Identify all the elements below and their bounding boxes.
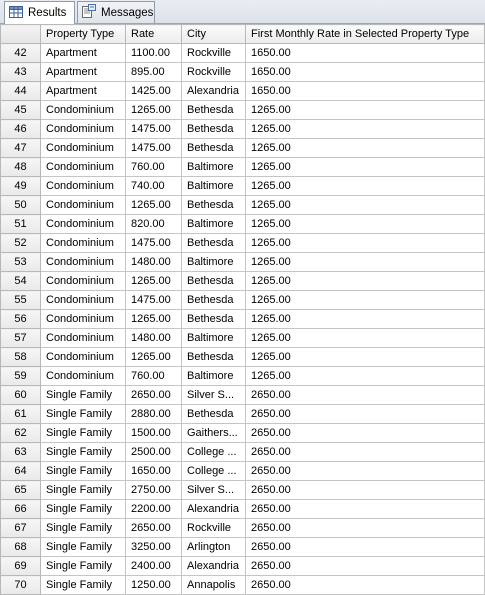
results-grid[interactable]	[0, 24, 485, 595]
row-number[interactable]: 66	[1, 500, 41, 519]
cell-first-monthly-rate[interactable]: 1265.00	[246, 120, 485, 139]
cell-rate[interactable]: 2200.00	[126, 500, 182, 519]
cell-property-type[interactable]: Apartment	[41, 82, 126, 101]
cell-property-type[interactable]: Single Family	[41, 481, 126, 500]
row-number[interactable]: 47	[1, 139, 41, 158]
cell-first-monthly-rate[interactable]: 1265.00	[246, 177, 485, 196]
cell-property-type[interactable]: Single Family	[41, 519, 126, 538]
cell-city[interactable]: Baltimore	[182, 215, 246, 234]
cell-rate[interactable]: 1475.00	[126, 291, 182, 310]
messages-icon	[82, 4, 96, 21]
cell-rate[interactable]: 1480.00	[126, 253, 182, 272]
row-number[interactable]: 60	[1, 386, 41, 405]
row-number[interactable]: 64	[1, 462, 41, 481]
cell-city[interactable]: Bethesda	[182, 234, 246, 253]
cell-first-monthly-rate[interactable]: 1265.00	[246, 329, 485, 348]
cell-rate[interactable]: 3250.00	[126, 538, 182, 557]
cell-rate[interactable]: 1425.00	[126, 82, 182, 101]
cell-city[interactable]: College ...	[182, 462, 246, 481]
grid-icon	[9, 6, 23, 21]
cell-city[interactable]: Bethesda	[182, 196, 246, 215]
table-row[interactable]	[1, 63, 485, 82]
cell-first-monthly-rate[interactable]: 1265.00	[246, 215, 485, 234]
cell-property-type[interactable]: Apartment	[41, 44, 126, 63]
table-row[interactable]	[1, 82, 485, 101]
cell-rate[interactable]: 760.00	[126, 367, 182, 386]
table-row[interactable]	[1, 101, 485, 120]
cell-property-type[interactable]: Single Family	[41, 405, 126, 424]
cell-rate[interactable]: 2650.00	[126, 519, 182, 538]
cell-rate[interactable]: 1475.00	[126, 139, 182, 158]
cell-city[interactable]: Bethesda	[182, 291, 246, 310]
results-tab-bar	[0, 0, 485, 24]
cell-property-type[interactable]: Apartment	[41, 63, 126, 82]
row-number[interactable]: 57	[1, 329, 41, 348]
row-number[interactable]: 63	[1, 443, 41, 462]
cell-rate[interactable]: 1265.00	[126, 272, 182, 291]
row-number[interactable]: 65	[1, 481, 41, 500]
cell-property-type[interactable]: Condominium	[41, 139, 126, 158]
table-row[interactable]	[1, 386, 485, 405]
row-number[interactable]: 70	[1, 576, 41, 595]
cell-city[interactable]: Bethesda	[182, 348, 246, 367]
table-row[interactable]	[1, 177, 485, 196]
table-row[interactable]	[1, 329, 485, 348]
cell-city[interactable]: Silver S...	[182, 481, 246, 500]
table-row[interactable]	[1, 348, 485, 367]
table-row[interactable]	[1, 253, 485, 272]
table-row[interactable]	[1, 481, 485, 500]
table-row[interactable]	[1, 443, 485, 462]
cell-rate[interactable]: 1265.00	[126, 196, 182, 215]
row-number[interactable]: 68	[1, 538, 41, 557]
cell-city[interactable]: Rockville	[182, 44, 246, 63]
cell-city[interactable]: Alexandria	[182, 82, 246, 101]
cell-first-monthly-rate[interactable]: 2650.00	[246, 519, 485, 538]
row-number[interactable]: 59	[1, 367, 41, 386]
cell-city[interactable]: Baltimore	[182, 367, 246, 386]
cell-property-type[interactable]: Condominium	[41, 215, 126, 234]
row-number[interactable]: 58	[1, 348, 41, 367]
tab-messages-label: Messages	[101, 6, 154, 19]
cell-property-type[interactable]: Condominium	[41, 120, 126, 139]
cell-property-type[interactable]: Single Family	[41, 538, 126, 557]
cell-property-type[interactable]: Single Family	[41, 443, 126, 462]
cell-first-monthly-rate[interactable]: 2650.00	[246, 576, 485, 595]
cell-first-monthly-rate[interactable]: 2650.00	[246, 500, 485, 519]
table-row[interactable]	[1, 576, 485, 595]
cell-property-type[interactable]: Single Family	[41, 424, 126, 443]
cell-first-monthly-rate[interactable]: 1265.00	[246, 272, 485, 291]
cell-property-type[interactable]: Single Family	[41, 462, 126, 481]
cell-first-monthly-rate[interactable]: 2650.00	[246, 538, 485, 557]
tab-results-label: Results	[28, 7, 67, 19]
cell-rate[interactable]: 820.00	[126, 215, 182, 234]
table-row[interactable]	[1, 424, 485, 443]
row-number[interactable]: 50	[1, 196, 41, 215]
row-number[interactable]: 67	[1, 519, 41, 538]
cell-first-monthly-rate[interactable]: 1650.00	[246, 63, 485, 82]
table-row[interactable]	[1, 405, 485, 424]
cell-first-monthly-rate[interactable]: 1265.00	[246, 196, 485, 215]
cell-rate[interactable]: 895.00	[126, 63, 182, 82]
cell-property-type[interactable]: Single Family	[41, 386, 126, 405]
row-number[interactable]: 42	[1, 44, 41, 63]
column-header-first-monthly-rate[interactable]: First Monthly Rate in Selected Property Type	[246, 25, 485, 44]
cell-city[interactable]: Silver S...	[182, 386, 246, 405]
cell-rate[interactable]: 1265.00	[126, 101, 182, 120]
table-row[interactable]	[1, 120, 485, 139]
cell-rate[interactable]: 1265.00	[126, 348, 182, 367]
cell-city[interactable]: Baltimore	[182, 329, 246, 348]
cell-rate[interactable]: 1480.00	[126, 329, 182, 348]
cell-rate[interactable]: 1650.00	[126, 462, 182, 481]
table-row[interactable]	[1, 367, 485, 386]
table-row[interactable]	[1, 44, 485, 63]
cell-first-monthly-rate[interactable]: 1265.00	[246, 253, 485, 272]
cell-city[interactable]: Arlington	[182, 538, 246, 557]
cell-first-monthly-rate[interactable]: 1265.00	[246, 234, 485, 253]
row-number[interactable]: 45	[1, 101, 41, 120]
cell-property-type[interactable]: Condominium	[41, 196, 126, 215]
row-number[interactable]: 54	[1, 272, 41, 291]
column-header-city[interactable]: City	[182, 25, 246, 44]
cell-rate[interactable]: 1500.00	[126, 424, 182, 443]
cell-first-monthly-rate[interactable]: 1265.00	[246, 139, 485, 158]
cell-rate[interactable]: 1265.00	[126, 310, 182, 329]
table-row[interactable]	[1, 272, 485, 291]
table-row[interactable]	[1, 234, 485, 253]
row-number[interactable]: 43	[1, 63, 41, 82]
table-row[interactable]	[1, 196, 485, 215]
cell-first-monthly-rate[interactable]: 2650.00	[246, 557, 485, 576]
cell-city[interactable]: Bethesda	[182, 272, 246, 291]
cell-first-monthly-rate[interactable]: 2650.00	[246, 405, 485, 424]
cell-property-type[interactable]: Condominium	[41, 158, 126, 177]
column-header-property-type[interactable]: Property Type	[41, 25, 126, 44]
cell-rate[interactable]: 2880.00	[126, 405, 182, 424]
cell-property-type[interactable]: Single Family	[41, 576, 126, 595]
cell-city[interactable]: Gaithers...	[182, 424, 246, 443]
column-header-rate[interactable]: Rate	[126, 25, 182, 44]
cell-property-type[interactable]: Condominium	[41, 177, 126, 196]
cell-property-type[interactable]: Condominium	[41, 234, 126, 253]
cell-property-type[interactable]: Single Family	[41, 557, 126, 576]
cell-first-monthly-rate[interactable]: 1265.00	[246, 158, 485, 177]
cell-rate[interactable]: 2650.00	[126, 386, 182, 405]
cell-first-monthly-rate[interactable]: 2650.00	[246, 443, 485, 462]
table-row[interactable]	[1, 500, 485, 519]
cell-rate[interactable]: 2400.00	[126, 557, 182, 576]
cell-property-type[interactable]: Condominium	[41, 310, 126, 329]
table-row[interactable]	[1, 158, 485, 177]
cell-city[interactable]: Bethesda	[182, 101, 246, 120]
table-row[interactable]	[1, 215, 485, 234]
cell-first-monthly-rate[interactable]: 1265.00	[246, 348, 485, 367]
cell-city[interactable]: Baltimore	[182, 158, 246, 177]
row-number[interactable]: 69	[1, 557, 41, 576]
table-row[interactable]	[1, 519, 485, 538]
cell-rate[interactable]: 1475.00	[126, 120, 182, 139]
row-number[interactable]: 56	[1, 310, 41, 329]
cell-city[interactable]: Bethesda	[182, 139, 246, 158]
cell-city[interactable]: Alexandria	[182, 500, 246, 519]
cell-first-monthly-rate[interactable]: 1265.00	[246, 310, 485, 329]
header-row	[1, 25, 485, 44]
cell-property-type[interactable]: Condominium	[41, 367, 126, 386]
cell-property-type[interactable]: Condominium	[41, 329, 126, 348]
cell-city[interactable]: Bethesda	[182, 120, 246, 139]
table-row[interactable]	[1, 538, 485, 557]
cell-rate[interactable]: 2500.00	[126, 443, 182, 462]
cell-first-monthly-rate[interactable]: 1265.00	[246, 101, 485, 120]
cell-property-type[interactable]: Condominium	[41, 291, 126, 310]
cell-city[interactable]: Bethesda	[182, 405, 246, 424]
cell-city[interactable]: College ...	[182, 443, 246, 462]
cell-rate[interactable]: 1100.00	[126, 44, 182, 63]
cell-first-monthly-rate[interactable]: 2650.00	[246, 386, 485, 405]
cell-property-type[interactable]: Condominium	[41, 348, 126, 367]
tab-results[interactable]	[4, 1, 75, 24]
row-number[interactable]: 49	[1, 177, 41, 196]
cell-first-monthly-rate[interactable]: 2650.00	[246, 462, 485, 481]
table-row[interactable]	[1, 462, 485, 481]
cell-first-monthly-rate[interactable]: 1650.00	[246, 44, 485, 63]
row-number[interactable]: 51	[1, 215, 41, 234]
cell-rate[interactable]: 2750.00	[126, 481, 182, 500]
cell-first-monthly-rate[interactable]: 1650.00	[246, 82, 485, 101]
cell-rate[interactable]: 1250.00	[126, 576, 182, 595]
cell-city[interactable]: Rockville	[182, 519, 246, 538]
row-number[interactable]: 61	[1, 405, 41, 424]
row-number[interactable]: 46	[1, 120, 41, 139]
cell-property-type[interactable]: Condominium	[41, 101, 126, 120]
table-row[interactable]	[1, 291, 485, 310]
cell-city[interactable]: Rockville	[182, 63, 246, 82]
cell-city[interactable]: Bethesda	[182, 310, 246, 329]
table-row[interactable]	[1, 557, 485, 576]
cell-property-type[interactable]: Single Family	[41, 500, 126, 519]
cell-rate[interactable]: 740.00	[126, 177, 182, 196]
grid-corner[interactable]	[1, 25, 41, 44]
cell-first-monthly-rate[interactable]: 2650.00	[246, 424, 485, 443]
row-number[interactable]: 62	[1, 424, 41, 443]
cell-first-monthly-rate[interactable]: 1265.00	[246, 367, 485, 386]
cell-city[interactable]: Annapolis	[182, 576, 246, 595]
row-number[interactable]: 52	[1, 234, 41, 253]
cell-first-monthly-rate[interactable]: 1265.00	[246, 291, 485, 310]
cell-property-type[interactable]: Condominium	[41, 272, 126, 291]
cell-first-monthly-rate[interactable]: 2650.00	[246, 481, 485, 500]
cell-city[interactable]: Alexandria	[182, 557, 246, 576]
cell-rate[interactable]: 760.00	[126, 158, 182, 177]
row-number[interactable]: 44	[1, 82, 41, 101]
row-number[interactable]: 55	[1, 291, 41, 310]
cell-rate[interactable]: 1475.00	[126, 234, 182, 253]
cell-city[interactable]: Baltimore	[182, 177, 246, 196]
cell-city[interactable]: Baltimore	[182, 253, 246, 272]
table-row[interactable]	[1, 139, 485, 158]
table-row[interactable]	[1, 310, 485, 329]
grid-body	[1, 44, 485, 595]
row-number[interactable]: 53	[1, 253, 41, 272]
cell-property-type[interactable]: Condominium	[41, 253, 126, 272]
row-number[interactable]: 48	[1, 158, 41, 177]
tab-messages[interactable]	[77, 1, 155, 23]
results-table	[0, 24, 485, 595]
